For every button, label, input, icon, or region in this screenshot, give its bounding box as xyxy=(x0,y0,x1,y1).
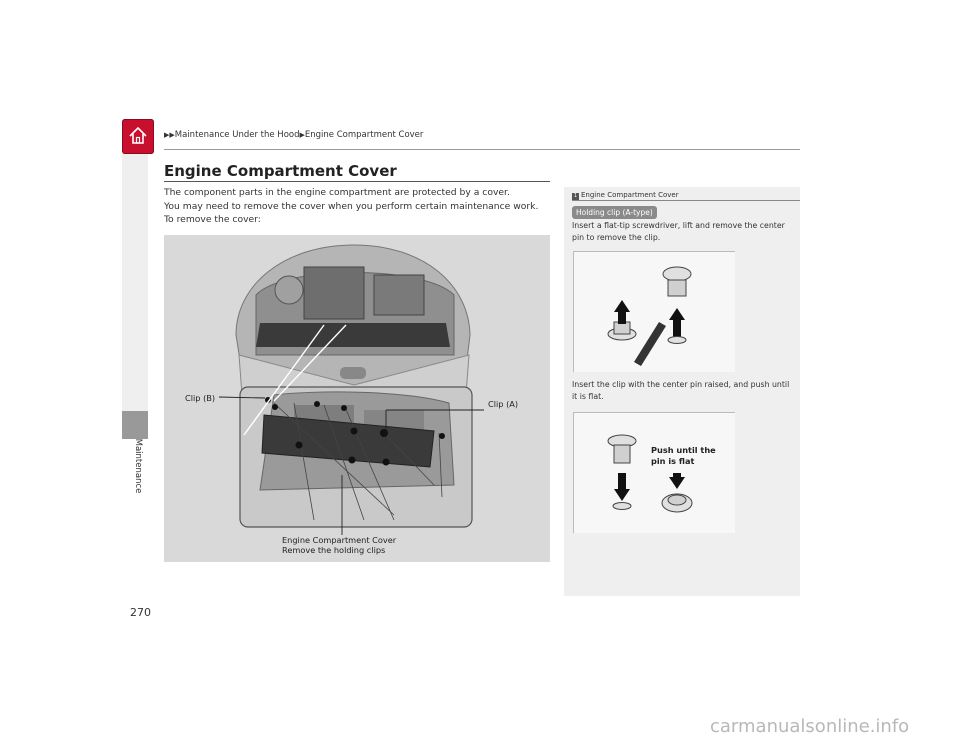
clip-a-label: Clip (A) xyxy=(488,399,519,409)
home-button[interactable] xyxy=(122,119,154,154)
clip-removal-drawing xyxy=(574,252,735,372)
note-heading-text: Engine Compartment Cover xyxy=(581,191,679,199)
triangle-right-icon: ▶ xyxy=(299,131,305,139)
breadcrumb-link-maintenance-under-the-hood[interactable]: Maintenance Under the Hood xyxy=(174,130,300,140)
page-title: Engine Compartment Cover xyxy=(164,162,397,180)
figure-caption-line: Remove the holding clips xyxy=(282,545,386,555)
paragraph: You may need to remove the cover when you perform certain maintenance work. xyxy=(164,200,539,212)
clip-b-label: Clip (B) xyxy=(185,393,216,403)
note-text-install: Insert the clip with the center pin raised, and push until it is flat. xyxy=(572,380,790,402)
triangle-right-icon: ▶▶ xyxy=(164,131,175,139)
clip-type-badge: Holding clip (A-type) xyxy=(572,206,657,219)
watermark: carmanualsonline.info xyxy=(710,716,910,737)
note-text-removal: Insert a flat-tip screwdriver, lift and remove the center pin to remove the clip. xyxy=(572,221,785,243)
title-divider xyxy=(164,181,550,182)
push-label-line: pin is flat xyxy=(651,456,695,466)
clip-install-drawing xyxy=(574,413,735,533)
clip-removal-illustration xyxy=(573,251,735,372)
note-divider xyxy=(572,200,800,201)
push-label xyxy=(651,445,716,467)
figure-caption-line: Engine Compartment Cover xyxy=(282,535,397,545)
header-divider xyxy=(164,149,800,150)
note-heading xyxy=(572,191,679,200)
breadcrumb-current: Engine Compartment Cover xyxy=(304,130,424,140)
sidebar-tab xyxy=(122,154,148,411)
home-icon xyxy=(127,125,149,147)
figure-caption xyxy=(282,535,396,555)
note-marker-icon: 1 xyxy=(573,193,578,199)
breadcrumb xyxy=(164,130,423,140)
page-number: 270 xyxy=(130,606,151,619)
paragraph: The component parts in the engine compartment are protected by a cover. xyxy=(164,187,510,198)
body-text xyxy=(164,186,554,227)
push-label-line: Push until the xyxy=(651,445,716,455)
clip-install-illustration xyxy=(573,412,735,533)
paragraph: To remove the cover: xyxy=(164,214,261,225)
sidebar-tab-active[interactable] xyxy=(122,411,148,439)
sidebar-section-label: Maintenance xyxy=(133,438,143,494)
